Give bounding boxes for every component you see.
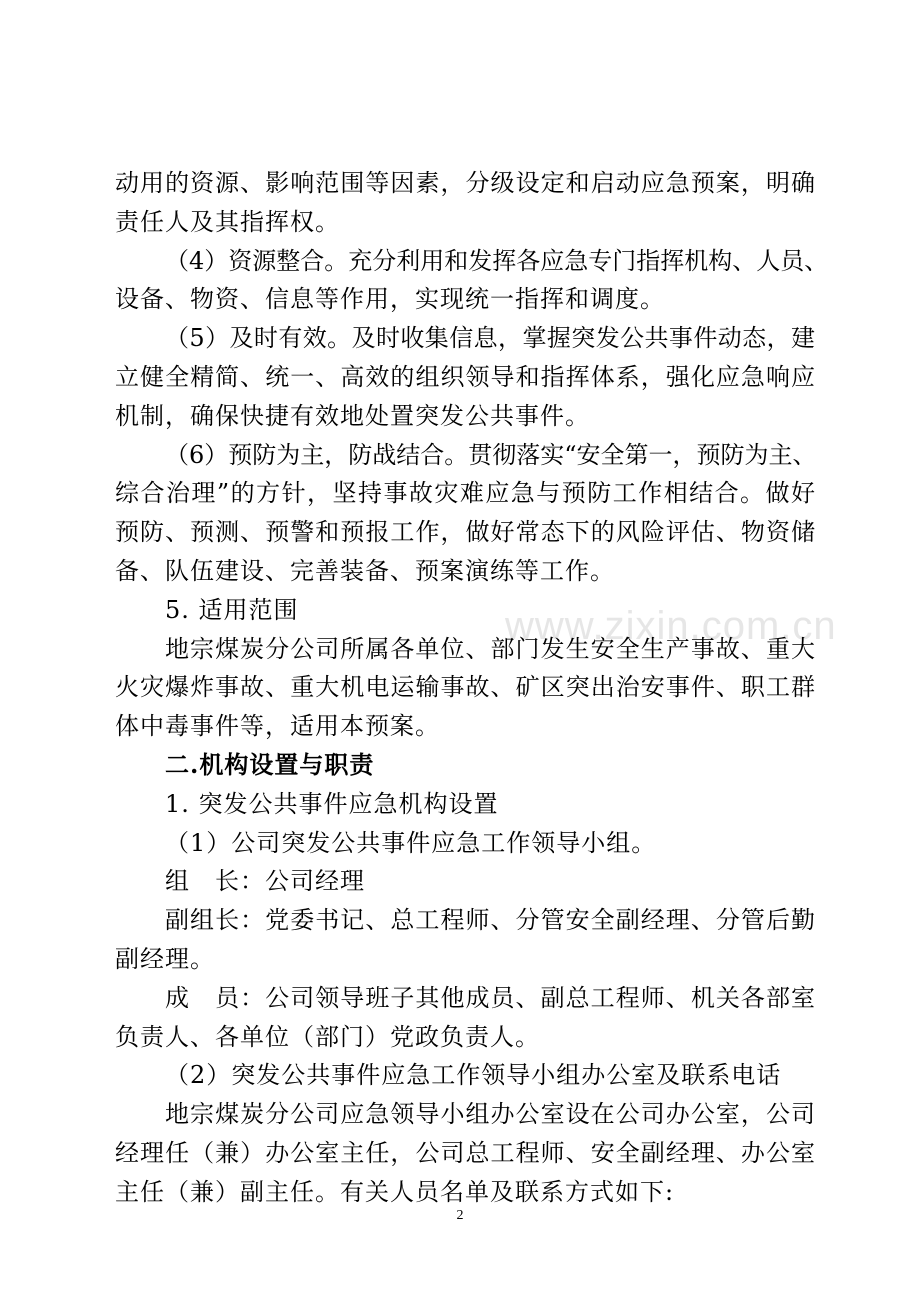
scope-paragraph-line: 地宗煤炭分公司所属各单位、部门发生安全生产事故、重大 [165,634,815,663]
office-paragraph-line: 主任（兼）副主任。有关人员名单及联系方式如下: [115,1177,675,1206]
subsection-heading-scope: 5. 适用范围 [165,595,299,624]
members-line: 成 员：公司领导班子其他成员、副总工程师、机关各部室 [165,983,815,1012]
office-paragraph-line: 地宗煤炭分公司应急领导小组办公室设在公司办公室，公司 [165,1100,815,1129]
section-heading: 二.机构设置与职责 [165,749,375,779]
scope-paragraph-line: 火灾爆炸事故、重大机电运输事故、矿区突出治安事件、职工群 [115,673,815,702]
list-item-5-line: 立健全精简、统一、高效的组织领导和指挥体系，强化应急响应 [115,362,815,391]
list-item-6-line: 备、队伍建设、完善装备、预案演练等工作。 [115,556,615,585]
page-number: 2 [456,1208,464,1223]
list-item-1-line: （1）公司突发公共事件应急工作领导小组。 [165,828,657,857]
document-body [115,164,829,1212]
list-item-6-line: 预防、预测、预警和预报工作，做好常态下的风险评估、物资储 [115,518,815,547]
watermark: www.zixin.com.cn [505,604,837,648]
subsection-heading-organization: 1. 突发公共事件应急机构设置 [165,789,499,818]
list-item-6-line: 综合治理”的方针，坚持事故灾难应急与预防工作相结合。做好 [115,479,815,508]
deputy-leader-line: 副经理。 [115,944,215,973]
office-paragraph-line: 经理任（兼）办公室主任，公司总工程师、安全副经理、办公室 [115,1138,815,1167]
paragraph-line: 动用的资源、影响范围等因素，分级设定和启动应急预案，明确 [115,169,815,197]
list-item-2-line: （2）突发公共事件应急工作领导小组办公室及联系电话 [165,1061,782,1090]
list-item-5-line: （5）及时有效。及时收集信息，掌握突发公共事件动态，建 [165,324,815,353]
members-line: 负责人、各单位（部门）党政负责人。 [115,1022,540,1051]
list-item-4-line: （4）资源整合。充分利用和发挥各应急专门指挥机构、人员、 [165,246,829,275]
deputy-leader-line: 副组长：党委书记、总工程师、分管安全副经理、分管后勤 [165,906,815,935]
list-item-4-line: 设备、物资、信息等作用，实现统一指挥和调度。 [115,285,665,314]
list-item-6-line: （6）预防为主，防战结合。贯彻落实“安全第一，预防为主、 [165,440,817,469]
leader-line: 组 长：公司经理 [165,867,365,896]
list-item-5-line: 机制，确保快捷有效地处置突发公共事件。 [115,401,590,430]
scope-paragraph-line: 体中毒事件等，适用本预案。 [115,712,440,741]
paragraph-line: 责任人及其指挥权。 [115,207,340,236]
